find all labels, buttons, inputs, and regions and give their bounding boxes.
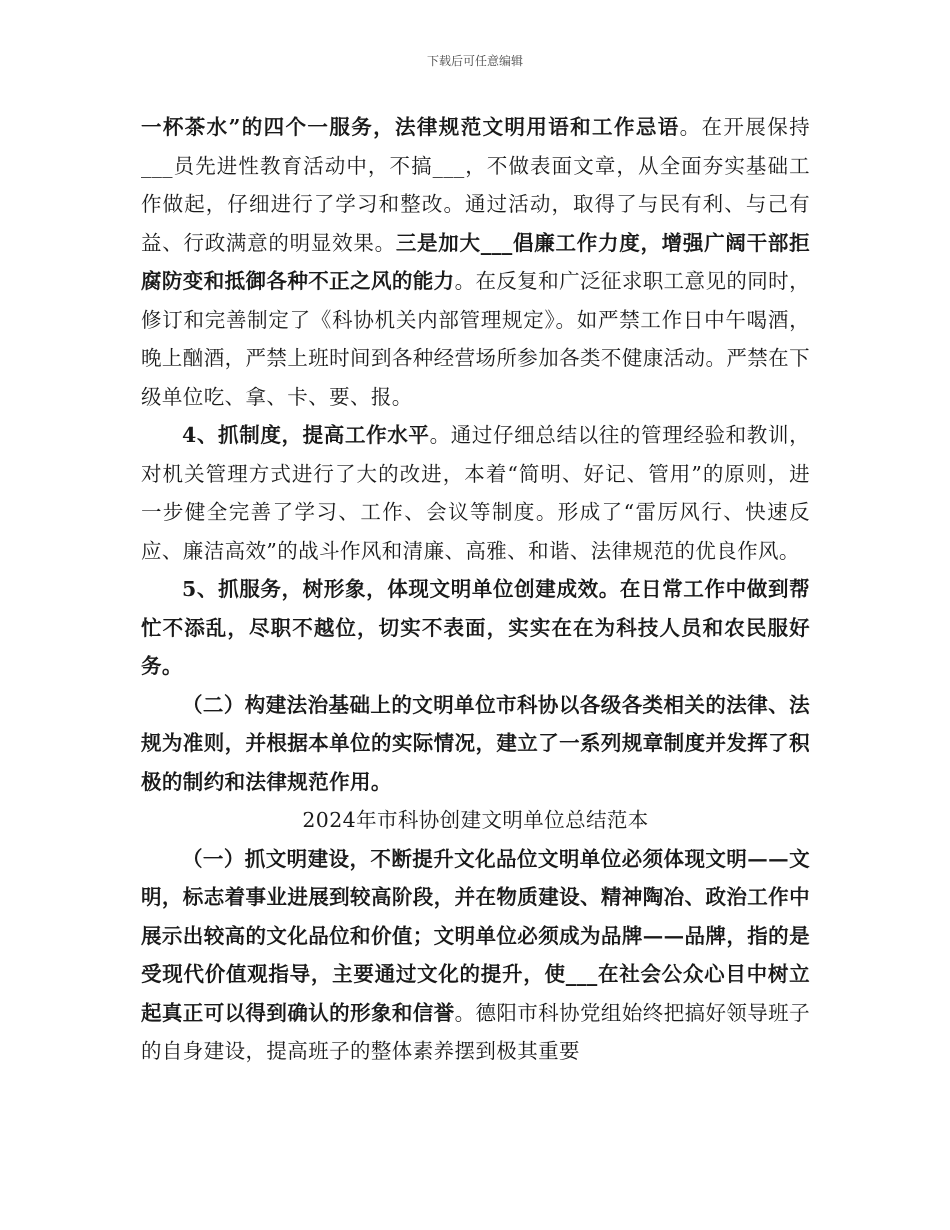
page-header-note: 下载后可任意编辑 [426, 54, 523, 68]
body-text: 。在开展保持___员先进性教育活动中，不搞___，不做表面文章，从全面夯实基础工作做起，仔细进行了学习和整改。通过活动，取得了与民有利、与己有益、行政满意的明显效果。 [141, 115, 810, 255]
paragraph-section-2: （二）构建法治基础上的文明单位市科协以各级各类相关的法律、法规为准则，并根据本单位的实际情况，建立了一系列规章制度并发挥了积极的制约和法律规范作用。 [141, 692, 810, 794]
paragraph-continuation [141, 108, 810, 416]
bold-text: 一杯茶水”的四个一服务，法律规范文明用语和工作忌语 [141, 115, 680, 139]
paragraph-item-4 [141, 416, 810, 570]
body-text: 。通过仔细总结以往的管理经验和教训，对机关管理方式进行了大的改进，本着“简明、好记、管用”的原则，进一步健全完善了学习、工作、会议等制度。形成了“雷厉风行、快速反应、廉洁高效”的战斗作风和清廉、高雅、和谐、法律规范的优良作风。 [141, 423, 810, 563]
paragraph-section-1 [141, 840, 810, 1071]
document-title: 2024年市科协创建文明单位总结范本 [302, 808, 649, 832]
body-text: 。在反复和广泛征求职工意见的同时，修订和完善制定了《科协机关内部管理规定》。如严禁工作日中午喝酒，晚上酗酒，严禁上班时间到各种经营场所参加各类不健康活动。严禁在下级单位吃、拿、卡、要、报。 [141, 269, 810, 409]
bold-text: 三是加大___倡廉工作力度，增强广阔干部拒腐防变和抵御各种不正之风的能力 [141, 230, 810, 293]
body-text: 。德阳市科协党组始终把搞好领导班子的自身建设，提高班子的整体素养摆到极其重要 [141, 1000, 810, 1063]
paragraph-item-5: 5、抓服务，树形象，体现文明单位创建成效。在日常工作中做到帮忙不添乱，尽职不越位，切实不表面，实实在在为科技人员和农民服好务。 [141, 577, 810, 678]
bold-text: （一）抓文明建设，不断提升文化品位文明单位必须体现文明——文明，标志着事业进展到较高阶段，并在物质建设、精神陶冶、政治工作中展示出较高的文化品位和价值；文明单位必须成为品牌——品牌，指的是受现代价值观指导，主要通过文化的提升，使___在社会公众心目中树立起真正可以得到确认的形象和信誉 [141, 846, 810, 1025]
item-heading: 4、抓制度，提高工作水平 [182, 423, 430, 447]
document-body [141, 108, 810, 1071]
